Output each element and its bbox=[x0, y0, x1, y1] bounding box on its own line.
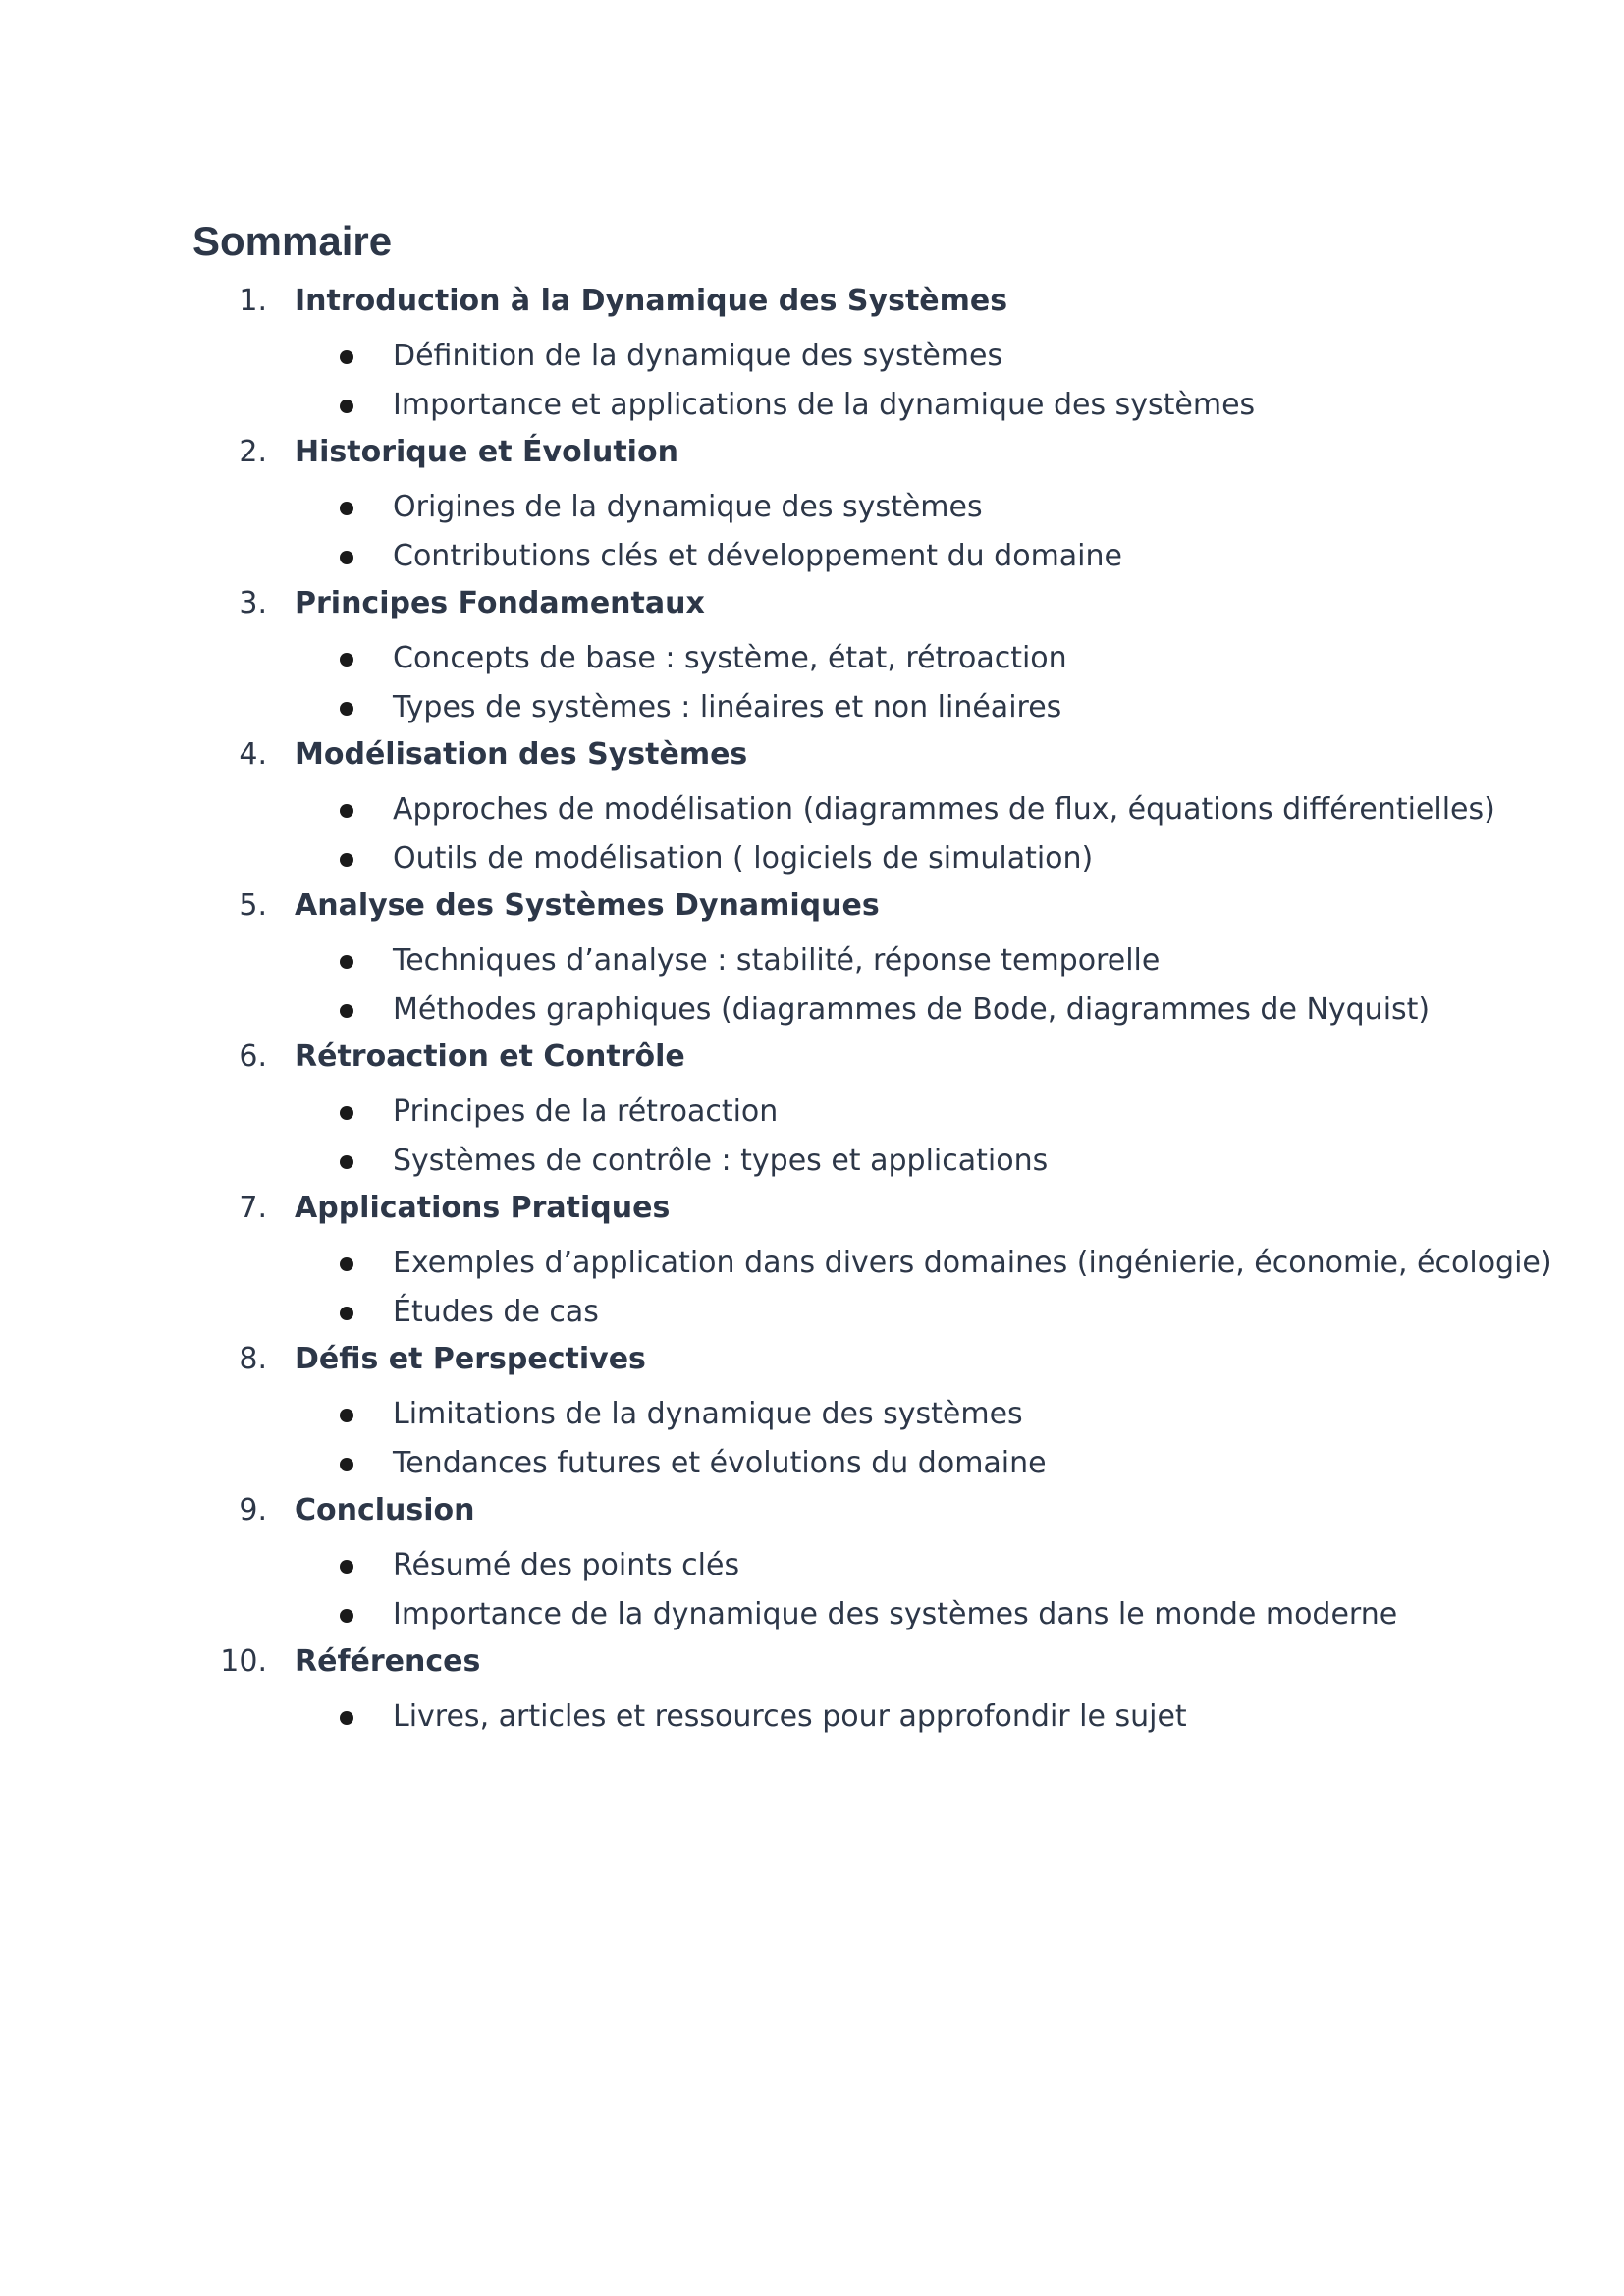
section-subitem: Importance de la dynamique des systèmes dans le monde moderne bbox=[393, 1597, 1398, 1631]
bullet-icon bbox=[340, 1257, 353, 1271]
bullet-icon bbox=[340, 350, 353, 364]
section-number: 1. bbox=[239, 284, 267, 318]
bullet-icon bbox=[340, 1307, 353, 1320]
bullet-icon bbox=[340, 400, 353, 413]
bullet-icon bbox=[340, 1409, 353, 1422]
bullet-icon bbox=[340, 702, 353, 716]
section-subitem: Tendances futures et évolutions du domaine bbox=[393, 1446, 1047, 1480]
section-subitem: Origines de la dynamique des systèmes bbox=[393, 490, 983, 524]
section-title: Applications Pratiques bbox=[295, 1191, 671, 1225]
bullet-icon bbox=[340, 551, 353, 564]
section-title: Introduction à la Dynamique des Systèmes bbox=[295, 284, 1008, 318]
section-number: 8. bbox=[239, 1342, 267, 1376]
section-number: 6. bbox=[239, 1040, 267, 1074]
page-title: Sommaire bbox=[192, 218, 393, 264]
section-number: 2. bbox=[239, 435, 267, 469]
section-number: 7. bbox=[239, 1191, 267, 1225]
section-subitem: Concepts de base : système, état, rétroaction bbox=[393, 641, 1067, 675]
section-subitem: Approches de modélisation (diagrammes de flux, équations différentielles) bbox=[393, 792, 1495, 827]
bullet-icon bbox=[340, 1609, 353, 1623]
bullet-icon bbox=[340, 1106, 353, 1120]
section-subitem: Limitations de la dynamique des systèmes bbox=[393, 1397, 1023, 1431]
section-subitem: Importance et applications de la dynamique des systèmes bbox=[393, 388, 1256, 422]
bullet-icon bbox=[340, 1711, 353, 1725]
section-subitem: Définition de la dynamique des systèmes bbox=[393, 339, 1003, 373]
bullet-icon bbox=[340, 1155, 353, 1169]
section-title: Modélisation des Systèmes bbox=[295, 737, 748, 772]
bullet-icon bbox=[340, 1458, 353, 1471]
section-number: 4. bbox=[239, 737, 267, 772]
section-subitem: Résumé des points clés bbox=[393, 1548, 740, 1582]
section-subitem: Études de cas bbox=[393, 1295, 599, 1329]
section-subitem: Principes de la rétroaction bbox=[393, 1095, 779, 1129]
section-title: Historique et Évolution bbox=[295, 435, 678, 469]
section-subitem: Exemples d’application dans divers domaines (ingénierie, économie, écologie) bbox=[393, 1246, 1552, 1280]
section-title: Défis et Perspectives bbox=[295, 1342, 646, 1376]
section-number: 3. bbox=[239, 586, 267, 620]
bullet-icon bbox=[340, 955, 353, 969]
bullet-icon bbox=[340, 502, 353, 515]
section-number: 9. bbox=[239, 1493, 267, 1527]
section-subitem: Techniques d’analyse : stabilité, réponse temporelle bbox=[393, 943, 1161, 978]
section-title: Références bbox=[295, 1644, 481, 1679]
section-subitem: Méthodes graphiques (diagrammes de Bode, diagrammes de Nyquist) bbox=[393, 992, 1431, 1027]
bullet-icon bbox=[340, 653, 353, 667]
section-number: 5. bbox=[239, 888, 267, 923]
section-title: Rétroaction et Contrôle bbox=[295, 1040, 685, 1074]
bullet-icon bbox=[340, 853, 353, 867]
section-subitem: Livres, articles et ressources pour approfondir le sujet bbox=[393, 1699, 1187, 1734]
section-subitem: Systèmes de contrôle : types et applications bbox=[393, 1144, 1049, 1178]
section-subitem: Contributions clés et développement du domaine bbox=[393, 539, 1122, 573]
bullet-icon bbox=[340, 804, 353, 818]
section-number: 10. bbox=[220, 1644, 267, 1679]
section-title: Conclusion bbox=[295, 1493, 475, 1527]
section-title: Analyse des Systèmes Dynamiques bbox=[295, 888, 880, 923]
section-subitem: Outils de modélisation ( logiciels de simulation) bbox=[393, 841, 1094, 876]
bullet-icon bbox=[340, 1004, 353, 1018]
section-subitem: Types de systèmes : linéaires et non linéaires bbox=[393, 690, 1062, 724]
section-title: Principes Fondamentaux bbox=[295, 586, 705, 620]
bullet-icon bbox=[340, 1560, 353, 1574]
